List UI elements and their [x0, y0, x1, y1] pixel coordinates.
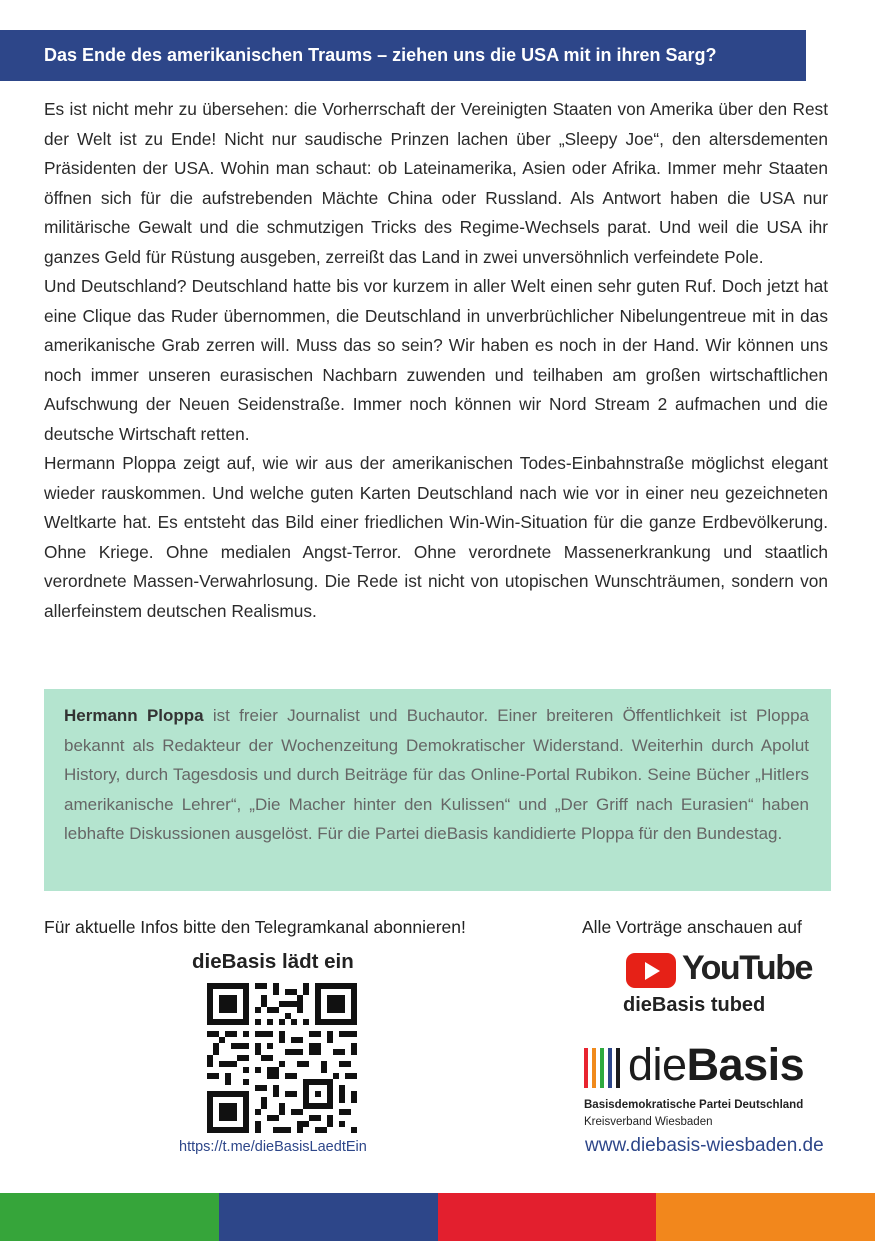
author-name: Hermann Ploppa	[64, 706, 204, 725]
logo-stripe	[616, 1048, 620, 1088]
author-bio	[64, 701, 809, 849]
qr-heading: dieBasis lädt ein	[192, 950, 354, 973]
author-bio-box	[44, 689, 831, 891]
youtube-channel-name: dieBasis tubed	[623, 994, 766, 1016]
diebasis-logo	[584, 1039, 834, 1095]
footer-band-orange	[656, 1193, 875, 1241]
youtube-logo[interactable]	[626, 949, 812, 989]
author-bio-text: ist freier Journalist und Buchautor. Einer breiteren Öffentlichkeit ist Ploppa bekannt als Redakteur der Wochenzeitung Demokratischer Widerstand. Weiterhin durch Apolut History, durch Tagesdosis und durch Beiträge für das Online-Portal Rubikon. Seine Bücher „Hitlers amerikanische Lehrer“, „Die Macher hinter den Kulissen“ und „Der Griff nach Eurasien“ haben lebhafte Diskussionen ausgelöst. Für die Partei dieBasis kandidierte Ploppa für den Bundestag.	[64, 706, 809, 843]
telegram-link[interactable]: https://t.me/dieBasisLaedtEin	[179, 1139, 367, 1155]
logo-wordmark-part2: Basis	[686, 1039, 805, 1090]
footer-band-green	[0, 1193, 219, 1241]
logo-wordmark	[628, 1039, 804, 1091]
party-local-branch: Kreisverband Wiesbaden	[584, 1116, 713, 1128]
telegram-caption: Für aktuelle Infos bitte den Telegramkanal abonnieren!	[44, 917, 466, 937]
page-title: Das Ende des amerikanischen Traums – ziehen uns die USA mit in ihren Sarg?	[0, 30, 806, 81]
footer-band-blue	[219, 1193, 438, 1241]
article-paragraph: Und Deutschland? Deutschland hatte bis vor kurzem in aller Welt einen sehr guten Ruf. Doch jetzt hat eine Clique das Ruder übernommen, die Deutschland in unverbrüchlicher Nibelungentreue mit in das amerikanische Grab zerren will. Muss das so sein? Wir haben es noch in der Hand. Wir können uns noch immer unseren eurasischen Nachbarn zuwenden und teilhaben am großen wirtschaftlichen Aufschwung der Neuen Seidenstraße. Immer noch können wir Nord Stream 2 aufmachen und die deutsche Wirtschaft retten.	[44, 276, 828, 444]
footer-band-red	[438, 1193, 657, 1241]
footer-color-band	[0, 1193, 875, 1241]
logo-wordmark-part1: die	[628, 1039, 687, 1090]
qr-code-icon[interactable]	[207, 983, 357, 1133]
logo-stripe	[592, 1048, 596, 1088]
youtube-caption: Alle Vorträge anschauen auf	[582, 917, 802, 937]
party-full-name: Basisdemokratische Partei Deutschland	[584, 1099, 804, 1111]
logo-stripes-icon	[584, 1048, 624, 1088]
logo-stripe	[584, 1048, 588, 1088]
article-body	[44, 95, 828, 626]
youtube-play-icon	[626, 953, 676, 988]
party-website-link[interactable]: www.diebasis-wiesbaden.de	[585, 1135, 824, 1156]
article-paragraph: Hermann Ploppa zeigt auf, wie wir aus der amerikanischen Todes-Einbahnstraße möglichst elegant wieder rauskommen. Und welche guten Karten Deutschland nach wie vor in einer neu gezeichneten Weltkarte hat. Es entsteht das Bild einer friedlichen Win-Win-Situation für die ganze Erdbevölkerung. Ohne Kriege. Ohne medialen Angst-Terror. Ohne verordnete Massenerkrankung und staatlich verordnete Massen-Verwahrlosung. Die Rede ist nicht von utopischen Wunschträumen, sondern von allerfeinstem deutschen Realismus.	[44, 453, 828, 621]
article-paragraph: Es ist nicht mehr zu übersehen: die Vorherrschaft der Vereinigten Staaten von Amerika über den Rest der Welt ist zu Ende! Nicht nur saudische Prinzen lachen über „Sleepy Joe“, den altersdementen Präsidenten der USA. Wohin man schaut: ob Lateinamerika, Asien oder Afrika. Immer mehr Staaten öffnen sich für die aufstrebenden Mächte China oder Russland. Als Antwort haben die USA nur militärische Gewalt und die schmutzigen Tricks des Regime-Wechsels parat. Und weil die USA ihr ganzes Geld für Rüstung ausgeben, zerreißt das Land in zwei unversöhnlich verfeindete Pole.	[44, 99, 828, 267]
logo-stripe	[600, 1048, 604, 1088]
logo-stripe	[608, 1048, 612, 1088]
youtube-wordmark: YouTube	[682, 949, 812, 987]
